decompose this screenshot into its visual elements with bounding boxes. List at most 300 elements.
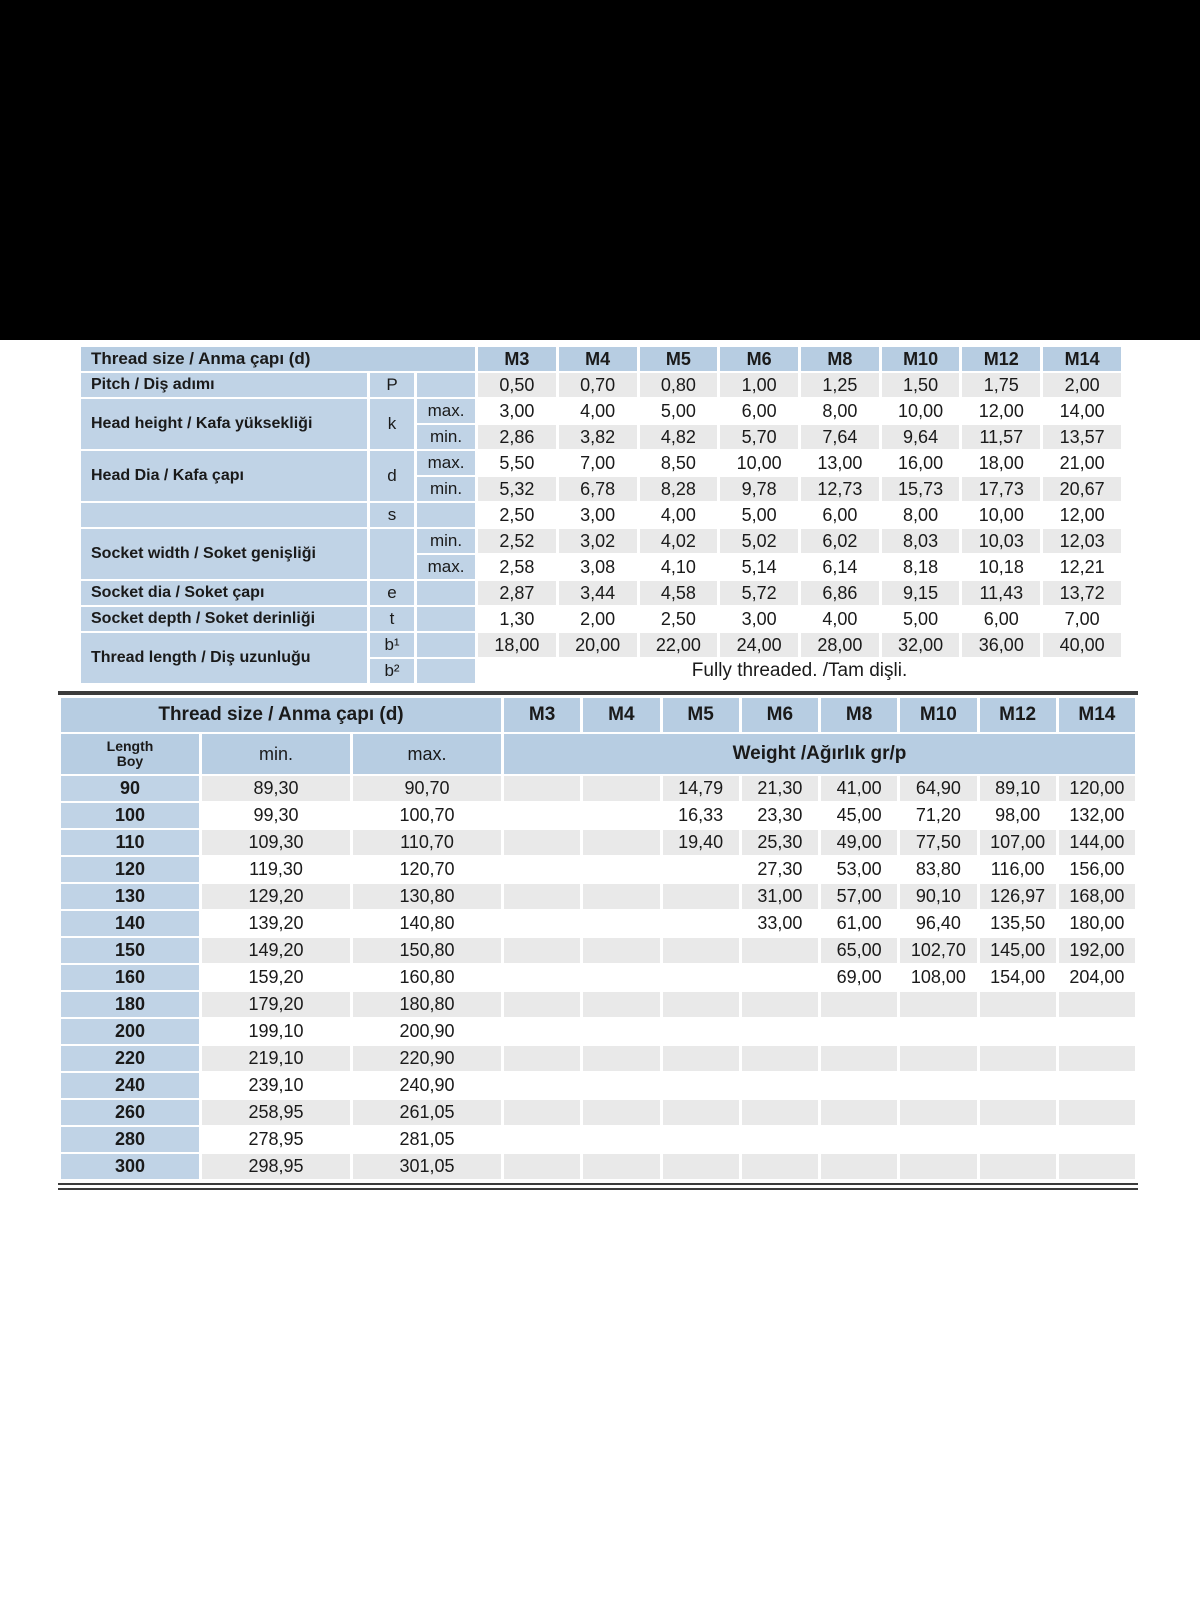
- t1-qualifier-cell: [417, 581, 475, 605]
- t2-weight-cell: [742, 992, 818, 1017]
- t2-weight-cell: 126,97: [980, 884, 1056, 909]
- t2-weight-cell: 98,00: [980, 803, 1056, 828]
- t2-min-cell: 109,30: [202, 830, 350, 855]
- t2-header-row-sizes: [61, 698, 1135, 732]
- t1-value-cell: 7,64: [801, 425, 879, 449]
- t2-weight-cell: [583, 1046, 659, 1071]
- t2-weight-cell: 64,90: [900, 776, 976, 801]
- t2-weight-cell: [504, 1100, 580, 1125]
- t1-value-cell: 0,50: [478, 373, 556, 397]
- t1-value-cell: 3,82: [559, 425, 637, 449]
- t2-length-cell: 110: [61, 830, 199, 855]
- t2-weight-cell: [900, 1127, 976, 1152]
- t2-weight-cell: [821, 1046, 897, 1071]
- t2-weight-cell: [583, 1019, 659, 1044]
- t2-weight-cell: [504, 1154, 580, 1179]
- t1-value-cell: 15,73: [882, 477, 960, 501]
- t2-weight-cell: [1059, 1073, 1135, 1098]
- t2-max-cell: 130,80: [353, 884, 501, 909]
- t2-weight-cell: [980, 1019, 1056, 1044]
- t2-weight-cell: [663, 1154, 739, 1179]
- t2-weight-cell: 27,30: [742, 857, 818, 882]
- t2-weight-cell: [980, 1100, 1056, 1125]
- t1-label-cell: Socket width / Soket genişliği: [81, 529, 367, 579]
- t2-length-cell: 120: [61, 857, 199, 882]
- t1-size-header-cell: M8: [801, 347, 879, 371]
- t2-weight-cell: 107,00: [980, 830, 1056, 855]
- t2-row: [61, 830, 1135, 855]
- t1-row: [81, 633, 1121, 657]
- t1-value-cell: 6,02: [801, 529, 879, 553]
- weights-table: [58, 696, 1138, 1181]
- t1-label-cell: Pitch / Diş adımı: [81, 373, 367, 397]
- t1-qualifier-cell: [417, 633, 475, 657]
- t2-weight-cell: [742, 1154, 818, 1179]
- t1-value-cell: 24,00: [720, 633, 798, 657]
- t2-max-cell: 200,90: [353, 1019, 501, 1044]
- t1-value-cell: 9,15: [882, 581, 960, 605]
- t1-symbol-cell: t: [370, 607, 414, 631]
- t2-weight-cell: 180,00: [1059, 911, 1135, 936]
- t2-weight-cell: [742, 965, 818, 990]
- t1-value-cell: 2,52: [478, 529, 556, 553]
- t1-row: [81, 451, 1121, 475]
- t2-length-cell: 90: [61, 776, 199, 801]
- t2-length-cell: 280: [61, 1127, 199, 1152]
- t2-weight-cell: [663, 1100, 739, 1125]
- t2-weight-cell: 25,30: [742, 830, 818, 855]
- t2-min-cell: 219,10: [202, 1046, 350, 1071]
- t1-value-cell: 3,00: [720, 607, 798, 631]
- weights-table-frame: [58, 691, 1138, 1190]
- t1-symbol-cell: e: [370, 581, 414, 605]
- t1-symbol-cell: b¹: [370, 633, 414, 657]
- t2-weight-cell: [504, 830, 580, 855]
- t2-row: [61, 857, 1135, 882]
- t1-value-cell: 10,03: [962, 529, 1040, 553]
- t2-min-cell: 149,20: [202, 938, 350, 963]
- t2-min-cell: 239,10: [202, 1073, 350, 1098]
- t2-row: [61, 776, 1135, 801]
- t2-weight-cell: [1059, 1046, 1135, 1071]
- t1-value-cell: 1,75: [962, 373, 1040, 397]
- t1-value-cell: 11,43: [962, 581, 1040, 605]
- t2-row: [61, 938, 1135, 963]
- t2-weight-cell: [900, 1046, 976, 1071]
- t2-weight-cell: [663, 992, 739, 1017]
- t2-weight-cell: [742, 1073, 818, 1098]
- t2-weight-cell: 71,20: [900, 803, 976, 828]
- t2-weight-cell: 77,50: [900, 830, 976, 855]
- t1-value-cell: 3,44: [559, 581, 637, 605]
- t2-row: [61, 884, 1135, 909]
- t2-weight-cell: [821, 1073, 897, 1098]
- t1-value-cell: 22,00: [640, 633, 718, 657]
- t2-weight-header: Weight /Ağırlık gr/p: [504, 734, 1135, 774]
- t2-weight-cell: [504, 1046, 580, 1071]
- t1-qualifier-cell: max.: [417, 555, 475, 579]
- t2-max-cell: 110,70: [353, 830, 501, 855]
- t2-size-header-cell: M4: [583, 698, 659, 732]
- t1-row: [81, 581, 1121, 605]
- t2-weight-cell: [900, 992, 976, 1017]
- t2-row: [61, 965, 1135, 990]
- t2-weight-cell: 49,00: [821, 830, 897, 855]
- t2-title: Thread size / Anma çapı (d): [61, 698, 501, 732]
- t1-value-cell: 3,00: [559, 503, 637, 527]
- t1-size-header-cell: M3: [478, 347, 556, 371]
- t1-value-cell: 28,00: [801, 633, 879, 657]
- t2-weight-cell: [583, 803, 659, 828]
- t1-value-cell: 4,10: [640, 555, 718, 579]
- t1-value-cell: 18,00: [962, 451, 1040, 475]
- t1-value-cell: 2,50: [478, 503, 556, 527]
- t1-qualifier-cell: max.: [417, 451, 475, 475]
- t2-size-header-cell: M3: [504, 698, 580, 732]
- t2-min-header: min.: [202, 734, 350, 774]
- t1-value-cell: 16,00: [882, 451, 960, 475]
- t1-value-cell: 5,50: [478, 451, 556, 475]
- t2-max-cell: 160,80: [353, 965, 501, 990]
- t1-row: [81, 529, 1121, 553]
- t2-length-header: [61, 734, 199, 774]
- t2-weight-cell: 102,70: [900, 938, 976, 963]
- t2-weight-cell: [1059, 1154, 1135, 1179]
- t1-value-cell: 6,00: [801, 503, 879, 527]
- t1-value-cell: 36,00: [962, 633, 1040, 657]
- t2-weight-cell: 41,00: [821, 776, 897, 801]
- t1-value-cell: 5,00: [882, 607, 960, 631]
- t2-min-cell: 179,20: [202, 992, 350, 1017]
- t1-size-header-cell: M5: [640, 347, 718, 371]
- t1-qualifier-cell: [417, 607, 475, 631]
- t1-value-cell: 1,50: [882, 373, 960, 397]
- t2-weight-cell: [504, 992, 580, 1017]
- t2-weight-cell: 145,00: [980, 938, 1056, 963]
- t2-weight-cell: 108,00: [900, 965, 976, 990]
- t1-row: [81, 503, 1121, 527]
- t2-weight-cell: [504, 803, 580, 828]
- t2-weight-cell: [583, 884, 659, 909]
- t2-weight-cell: [821, 1154, 897, 1179]
- t2-weight-cell: 168,00: [1059, 884, 1135, 909]
- t1-value-cell: 3,00: [478, 399, 556, 423]
- t2-row: [61, 1019, 1135, 1044]
- t2-length-cell: 240: [61, 1073, 199, 1098]
- t2-weight-cell: [1059, 1019, 1135, 1044]
- t1-label-cell: Thread length / Diş uzunluğu: [81, 633, 367, 683]
- t2-min-cell: 139,20: [202, 911, 350, 936]
- t2-min-cell: 159,20: [202, 965, 350, 990]
- t2-weight-cell: 116,00: [980, 857, 1056, 882]
- t2-weight-cell: [663, 1127, 739, 1152]
- t2-length-header-line2: Boy: [116, 753, 144, 769]
- t1-value-cell: 10,00: [962, 503, 1040, 527]
- t2-weight-cell: 144,00: [1059, 830, 1135, 855]
- t2-weight-cell: [583, 992, 659, 1017]
- t2-weight-cell: 45,00: [821, 803, 897, 828]
- t1-value-cell: 20,00: [559, 633, 637, 657]
- t1-value-cell: 2,00: [1043, 373, 1121, 397]
- t1-value-cell: 12,73: [801, 477, 879, 501]
- t2-weight-cell: [504, 911, 580, 936]
- t2-weight-cell: 61,00: [821, 911, 897, 936]
- t2-weight-cell: [583, 857, 659, 882]
- t1-label-cell: Socket depth / Soket derinliği: [81, 607, 367, 631]
- t2-max-cell: 220,90: [353, 1046, 501, 1071]
- t2-weight-cell: [821, 1127, 897, 1152]
- t2-length-cell: 260: [61, 1100, 199, 1125]
- t1-value-cell: 4,82: [640, 425, 718, 449]
- t2-size-header-cell: M10: [900, 698, 976, 732]
- t1-value-cell: 6,00: [962, 607, 1040, 631]
- t1-value-cell: 12,00: [1043, 503, 1121, 527]
- t1-label-cell: Socket dia / Soket çapı: [81, 581, 367, 605]
- t1-value-cell: 18,00: [478, 633, 556, 657]
- t2-weight-cell: 90,10: [900, 884, 976, 909]
- t2-weight-cell: [504, 884, 580, 909]
- t1-value-cell: 17,73: [962, 477, 1040, 501]
- t1-value-cell: 0,80: [640, 373, 718, 397]
- t1-symbol-cell: d: [370, 451, 414, 501]
- t1-value-cell: 1,30: [478, 607, 556, 631]
- t2-min-cell: 258,95: [202, 1100, 350, 1125]
- t2-weight-cell: 89,10: [980, 776, 1056, 801]
- t1-size-header-cell: M6: [720, 347, 798, 371]
- t2-weight-cell: [1059, 1100, 1135, 1125]
- t2-weight-cell: 132,00: [1059, 803, 1135, 828]
- t2-min-cell: 129,20: [202, 884, 350, 909]
- t2-min-cell: 278,95: [202, 1127, 350, 1152]
- t1-value-cell: 11,57: [962, 425, 1040, 449]
- t2-weight-cell: 33,00: [742, 911, 818, 936]
- t2-weight-cell: 96,40: [900, 911, 976, 936]
- content-area: [0, 340, 1200, 1190]
- t2-row: [61, 1154, 1135, 1179]
- t2-weight-cell: [663, 911, 739, 936]
- t2-size-header-cell: M5: [663, 698, 739, 732]
- t2-weight-cell: [583, 1127, 659, 1152]
- t1-value-cell: 4,00: [640, 503, 718, 527]
- t1-value-cell: 8,50: [640, 451, 718, 475]
- t2-length-cell: 200: [61, 1019, 199, 1044]
- t1-value-cell: 8,03: [882, 529, 960, 553]
- t1-value-cell: 5,02: [720, 529, 798, 553]
- t2-weight-cell: [742, 1046, 818, 1071]
- t1-label-cell: Head Dia / Kafa çapı: [81, 451, 367, 501]
- dimensions-table: [78, 345, 1124, 685]
- t2-row: [61, 911, 1135, 936]
- t2-weight-cell: [900, 1073, 976, 1098]
- t2-weight-cell: 23,30: [742, 803, 818, 828]
- t1-label-cell: Head height / Kafa yüksekliği: [81, 399, 367, 449]
- t1-value-cell: 2,00: [559, 607, 637, 631]
- t2-size-header-cell: M6: [742, 698, 818, 732]
- t1-value-cell: 5,70: [720, 425, 798, 449]
- t1-value-cell: 12,00: [962, 399, 1040, 423]
- t1-value-cell: 1,00: [720, 373, 798, 397]
- t2-weight-cell: 192,00: [1059, 938, 1135, 963]
- t2-length-cell: 160: [61, 965, 199, 990]
- t1-value-cell: 32,00: [882, 633, 960, 657]
- t1-symbol-cell: P: [370, 373, 414, 397]
- t2-weight-cell: [663, 965, 739, 990]
- t2-weight-cell: [583, 1100, 659, 1125]
- t2-weight-cell: 69,00: [821, 965, 897, 990]
- t2-size-header-cell: M14: [1059, 698, 1135, 732]
- t2-weight-cell: [583, 911, 659, 936]
- t2-length-cell: 150: [61, 938, 199, 963]
- t1-value-cell: 5,00: [720, 503, 798, 527]
- t2-size-header-cell: M8: [821, 698, 897, 732]
- t2-max-cell: 180,80: [353, 992, 501, 1017]
- t1-header-row: [81, 347, 1121, 371]
- t1-value-cell: 6,00: [720, 399, 798, 423]
- t2-max-cell: 301,05: [353, 1154, 501, 1179]
- t2-max-header: max.: [353, 734, 501, 774]
- t2-weight-cell: [583, 938, 659, 963]
- t1-value-cell: 12,03: [1043, 529, 1121, 553]
- t1-row: [81, 399, 1121, 423]
- t2-weight-cell: [980, 1046, 1056, 1071]
- t2-weight-cell: [742, 1100, 818, 1125]
- t2-length-cell: 300: [61, 1154, 199, 1179]
- t2-weight-cell: 204,00: [1059, 965, 1135, 990]
- t2-min-cell: 298,95: [202, 1154, 350, 1179]
- t1-value-cell: 13,57: [1043, 425, 1121, 449]
- t2-weight-cell: 156,00: [1059, 857, 1135, 882]
- t2-length-cell: 220: [61, 1046, 199, 1071]
- t1-symbol-cell: [370, 529, 414, 579]
- t1-value-cell: 2,50: [640, 607, 718, 631]
- t2-weight-cell: [504, 1073, 580, 1098]
- t1-size-header-cell: M10: [882, 347, 960, 371]
- t1-value-cell: 5,00: [640, 399, 718, 423]
- t1-value-cell: 4,58: [640, 581, 718, 605]
- t2-weight-cell: [900, 1154, 976, 1179]
- t2-row: [61, 992, 1135, 1017]
- t1-row: [81, 373, 1121, 397]
- t1-value-cell: 13,72: [1043, 581, 1121, 605]
- t1-label-cell: [81, 503, 367, 527]
- t1-value-cell: 21,00: [1043, 451, 1121, 475]
- t2-length-cell: 140: [61, 911, 199, 936]
- t2-weight-cell: [583, 1154, 659, 1179]
- t1-size-header-cell: M12: [962, 347, 1040, 371]
- t1-value-cell: 14,00: [1043, 399, 1121, 423]
- t2-weight-cell: [742, 1019, 818, 1044]
- t2-weight-cell: [742, 1127, 818, 1152]
- t2-weight-cell: [821, 992, 897, 1017]
- t2-weight-cell: [663, 938, 739, 963]
- t1-value-cell: 1,25: [801, 373, 879, 397]
- t2-weight-cell: 16,33: [663, 803, 739, 828]
- t1-value-cell: 13,00: [801, 451, 879, 475]
- t2-weight-cell: [821, 1019, 897, 1044]
- t2-weight-cell: 57,00: [821, 884, 897, 909]
- t2-weight-cell: [900, 1019, 976, 1044]
- t1-value-cell: 4,00: [801, 607, 879, 631]
- t1-qualifier-cell: max.: [417, 399, 475, 423]
- t2-weight-cell: 14,79: [663, 776, 739, 801]
- t2-weight-cell: 31,00: [742, 884, 818, 909]
- t2-max-cell: 100,70: [353, 803, 501, 828]
- t2-length-cell: 180: [61, 992, 199, 1017]
- t2-min-cell: 89,30: [202, 776, 350, 801]
- t1-value-cell: 6,86: [801, 581, 879, 605]
- t2-weight-cell: [742, 938, 818, 963]
- t1-value-cell: 6,14: [801, 555, 879, 579]
- t1-row: [81, 607, 1121, 631]
- t2-weight-cell: [980, 992, 1056, 1017]
- t2-weight-cell: [1059, 992, 1135, 1017]
- t1-symbol-cell: s: [370, 503, 414, 527]
- t2-weight-cell: 21,30: [742, 776, 818, 801]
- t2-row: [61, 1046, 1135, 1071]
- t1-value-cell: 3,02: [559, 529, 637, 553]
- t1-value-cell: 4,02: [640, 529, 718, 553]
- t1-qualifier-cell: [417, 373, 475, 397]
- t2-length-cell: 130: [61, 884, 199, 909]
- t2-max-cell: 240,90: [353, 1073, 501, 1098]
- t1-value-cell: 0,70: [559, 373, 637, 397]
- t2-min-cell: 99,30: [202, 803, 350, 828]
- t2-weight-cell: 120,00: [1059, 776, 1135, 801]
- t1-value-cell: 6,78: [559, 477, 637, 501]
- t2-weight-cell: [504, 1019, 580, 1044]
- t1-qualifier-cell: min.: [417, 477, 475, 501]
- t2-weight-cell: [583, 776, 659, 801]
- t2-weight-cell: [504, 965, 580, 990]
- t2-length-cell: 100: [61, 803, 199, 828]
- t1-value-cell: 2,58: [478, 555, 556, 579]
- t1-value-cell: 2,87: [478, 581, 556, 605]
- t2-weight-cell: [1059, 1127, 1135, 1152]
- t2-weight-cell: [663, 884, 739, 909]
- t1-value-cell: 7,00: [559, 451, 637, 475]
- t2-weight-cell: 65,00: [821, 938, 897, 963]
- t2-weight-cell: 135,50: [980, 911, 1056, 936]
- t2-row: [61, 1073, 1135, 1098]
- t2-weight-cell: [821, 1100, 897, 1125]
- t1-value-cell: 4,00: [559, 399, 637, 423]
- t1-value-cell: 8,00: [801, 399, 879, 423]
- t1-value-cell: 12,21: [1043, 555, 1121, 579]
- t2-row: [61, 1127, 1135, 1152]
- t2-weight-cell: 83,80: [900, 857, 976, 882]
- t1-value-cell: 8,00: [882, 503, 960, 527]
- t2-weight-cell: [583, 1073, 659, 1098]
- t2-weight-cell: [980, 1073, 1056, 1098]
- t2-weight-cell: [504, 857, 580, 882]
- t2-weight-cell: [900, 1100, 976, 1125]
- t1-title: Thread size / Anma çapı (d): [81, 347, 475, 371]
- t1-qualifier-cell: min.: [417, 425, 475, 449]
- top-black-bar: [0, 0, 1200, 340]
- t1-value-cell: 10,00: [882, 399, 960, 423]
- t1-value-cell: 9,64: [882, 425, 960, 449]
- t1-value-cell: 20,67: [1043, 477, 1121, 501]
- t2-weight-cell: 154,00: [980, 965, 1056, 990]
- t1-value-cell: 10,00: [720, 451, 798, 475]
- t1-value-cell: 10,18: [962, 555, 1040, 579]
- t2-weight-cell: [663, 857, 739, 882]
- t2-min-cell: 119,30: [202, 857, 350, 882]
- t2-max-cell: 150,80: [353, 938, 501, 963]
- t2-max-cell: 120,70: [353, 857, 501, 882]
- t2-weight-cell: [583, 830, 659, 855]
- t2-max-cell: 281,05: [353, 1127, 501, 1152]
